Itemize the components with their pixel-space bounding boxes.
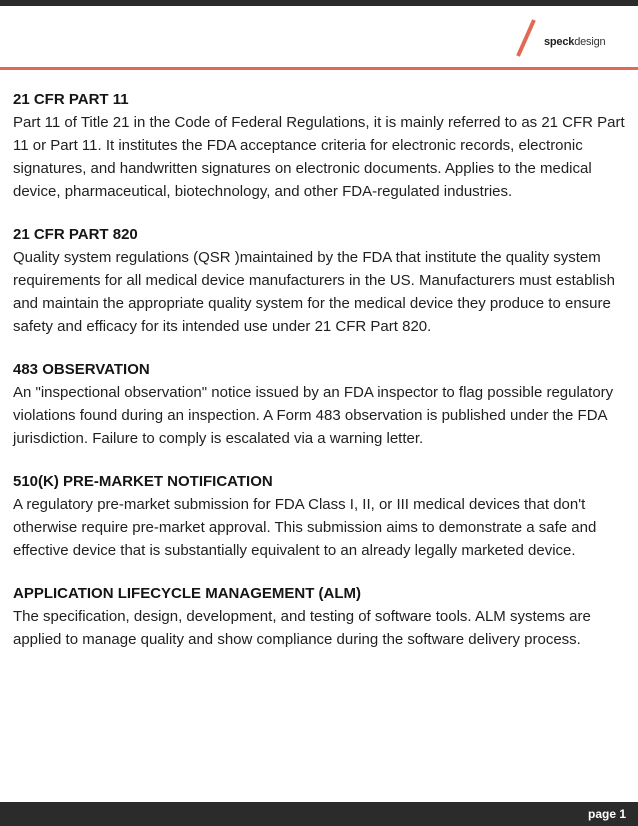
glossary-entry [13,470,625,562]
glossary-definition: Quality system regulations (QSR )maintained by the FDA that institute the quality system requirements for all medical device manufacturers in the US. Manufacturers must establish and maintain the appropriate quality system for the medical device they produce to ensure safety and efficacy for its intended use under 21 CFR Part 820. [13,249,615,335]
glossary-entry [13,358,625,450]
glossary-term: 483 OBSERVATION [13,361,150,378]
glossary-content [13,88,625,671]
glossary-entry [13,582,625,651]
glossary-entry [13,223,625,338]
header [0,6,638,68]
slash-icon [512,18,542,58]
glossary-definition: Part 11 of Title 21 in the Code of Federal Regulations, it is mainly referred to as 21 CFR Part 11 or Part 11. It institutes the FDA acceptance criteria for electronic records, electronic signatures, and handwritten signatures on electronic documents. Applies to the medical device, pharmaceutical, biotechnology, and other FDA-regulated industries. [13,114,625,200]
glossary-term: APPLICATION LIFECYCLE MANAGEMENT (ALM) [13,585,362,602]
footer-bar [0,802,638,826]
glossary-definition: An "inspectional observation" notice issued by an FDA inspector to flag possible regulatory violations found during an inspection. A Form 483 observation is published under the FDA jurisdiction. Failure to comply is escalated via a warning letter. [13,384,614,447]
glossary-term: 21 CFR PART 11 [13,91,129,108]
glossary-term: 510(K) PRE-MARKET NOTIFICATION [13,473,273,490]
speckdesign-logo [512,18,622,58]
logo-brand-bold: speck [544,36,575,48]
header-accent-line [0,67,638,70]
glossary-entry [13,88,625,203]
glossary-definition: The specification, design, development, and testing of software tools. ALM systems are applied to manage quality and show compliance during the software delivery process. [13,608,591,648]
glossary-definition: A regulatory pre-market submission for FDA Class I, II, or III medical devices that don't otherwise require pre-market approval. This submission aims to demonstrate a safe and effective device that is substantially equivalent to an already legally marketed device. [13,496,597,559]
glossary-term: 21 CFR PART 820 [13,226,138,243]
logo-brand-light: design [574,36,606,48]
logo-wordmark [544,36,605,48]
page-number: page 1 [587,807,626,821]
